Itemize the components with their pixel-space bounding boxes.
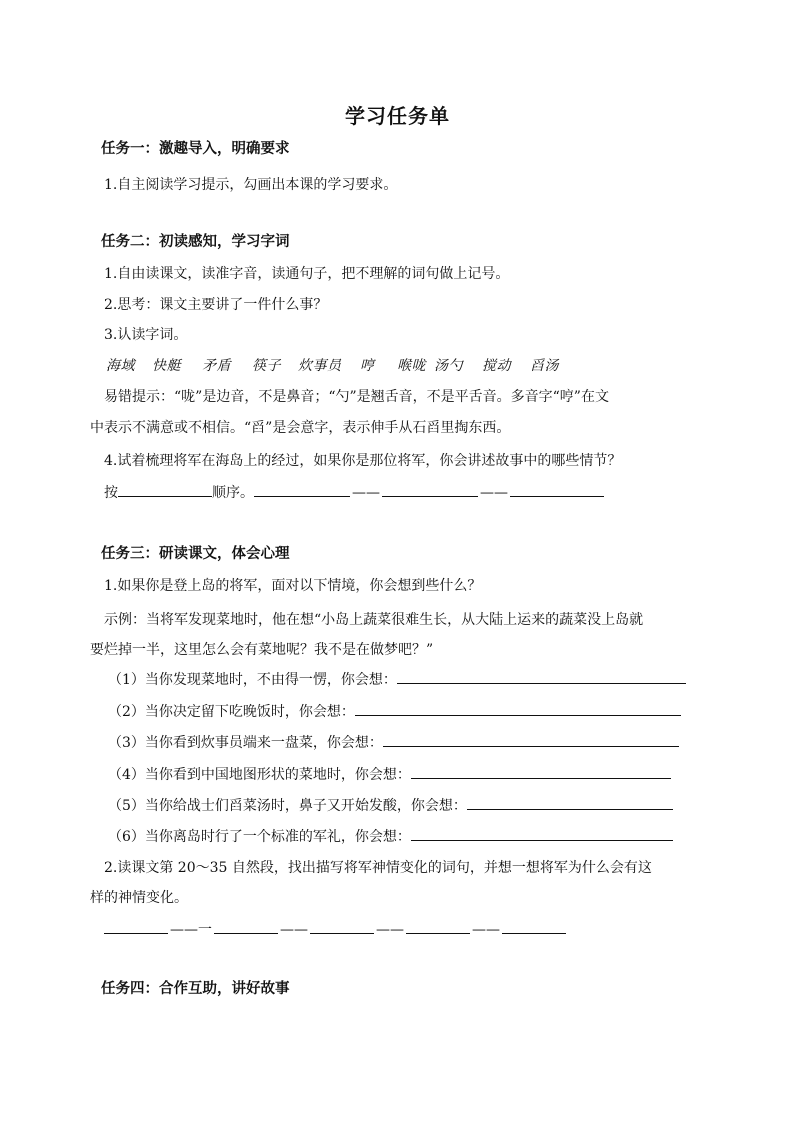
scenario-item xyxy=(108,732,679,753)
scenario-text: （1）当你发现菜地时，不由得一愣，你会想： xyxy=(108,672,397,688)
scenario-item xyxy=(108,795,673,816)
task1-q1: 1.自主阅读学习提示，勾画出本课的学习要求。 xyxy=(104,177,398,193)
expression-fill-line xyxy=(104,919,566,940)
expression-blank[interactable] xyxy=(310,919,374,934)
expression-blank[interactable] xyxy=(104,919,168,934)
example-line1: 示例：当将军发现菜地时，他在想“小岛上蔬菜很难生长，从大陆上运来的蔬菜没上岛就 xyxy=(104,612,644,628)
dash: ——一 xyxy=(170,922,212,938)
vocab-word: 矛盾 xyxy=(202,358,231,374)
dash: —— xyxy=(480,485,508,501)
page-title: 学习任务单 xyxy=(345,104,450,128)
task2-q3: 3.认读字词。 xyxy=(104,327,188,343)
scenario-text: （6）当你离岛时行了一个标准的军礼，你会想： xyxy=(108,829,411,845)
scenario-item xyxy=(108,826,673,847)
plot-blank[interactable] xyxy=(510,482,604,497)
scenario-text: （2）当你决定留下吃晚饭时，你会想： xyxy=(108,704,355,720)
scenario-item xyxy=(108,701,681,722)
answer-blank[interactable] xyxy=(397,669,686,684)
scenario-item xyxy=(108,764,671,785)
sequence-prefix: 按 xyxy=(104,485,118,501)
scenario-text: （5）当你给战士们舀菜汤时，鼻子又开始发酸，你会想： xyxy=(108,798,467,814)
task3-q2-line2: 样的神情变化。 xyxy=(90,890,188,906)
tips-line2: 中表示不满意或不相信。“舀”是会意字，表示伸手从石舀里掏东西。 xyxy=(90,420,511,436)
answer-blank[interactable] xyxy=(355,701,681,716)
answer-blank[interactable] xyxy=(383,732,679,747)
vocab-word: 筷子 xyxy=(252,358,281,374)
answer-blank[interactable] xyxy=(411,764,671,779)
scenario-text: （4）当你看到中国地图形状的菜地时，你会想： xyxy=(108,767,411,783)
task3-q2-line1: 2.读课文第 20～35 自然段，找出描写将军神情变化的词句，并想一想将军为什么会有这 xyxy=(104,860,652,876)
task1-heading: 任务一：激趣导入，明确要求 xyxy=(101,140,290,157)
sequence-fill-line xyxy=(104,482,604,503)
task3-heading: 任务三：研读课文，体会心理 xyxy=(101,545,290,562)
vocab-word: 炊事员 xyxy=(298,358,342,374)
task2-q2: 2.思考：课文主要讲了一件什么事？ xyxy=(104,297,328,313)
order-blank[interactable] xyxy=(118,482,212,497)
expression-blank[interactable] xyxy=(406,919,470,934)
plot-blank[interactable] xyxy=(382,482,478,497)
dash: —— xyxy=(352,485,380,501)
task3-q1: 1.如果你是登上岛的将军，面对以下情境，你会想到些什么？ xyxy=(104,578,482,594)
dash: —— xyxy=(472,922,500,938)
vocab-word: 搅动 xyxy=(482,358,511,374)
vocab-word: 喉咙 xyxy=(397,358,426,374)
scenario-text: （3）当你看到炊事员端来一盘菜，你会想： xyxy=(108,735,383,751)
expression-blank[interactable] xyxy=(214,919,278,934)
answer-blank[interactable] xyxy=(411,826,673,841)
scenario-item xyxy=(108,669,686,690)
vocab-word: 舀汤 xyxy=(530,358,559,374)
vocab-word: 汤勺 xyxy=(434,358,463,374)
sequence-mid: 顺序。 xyxy=(212,485,254,501)
dash: —— xyxy=(376,922,404,938)
task2-q4: 4.试着梳理将军在海岛上的经过，如果你是那位将军，你会讲述故事中的哪些情节？ xyxy=(104,453,622,469)
task2-q1: 1.自由读课文，读准字音，读通句子，把不理解的词句做上记号。 xyxy=(104,266,510,282)
tips-line1: 易错提示：“咙”是边音，不是鼻音；“勺”是翘舌音，不是平舌音。多音字“哼”在文 xyxy=(104,389,609,405)
answer-blank[interactable] xyxy=(467,795,673,810)
expression-blank[interactable] xyxy=(502,919,566,934)
vocab-word: 哼 xyxy=(360,358,375,374)
task2-heading: 任务二：初读感知，学习字词 xyxy=(101,233,290,250)
example-line2: 要烂掉一半，这里怎么会有菜地呢？我不是在做梦吧？” xyxy=(90,642,434,658)
dash: —— xyxy=(280,922,308,938)
vocab-word: 快艇 xyxy=(152,358,181,374)
task4-heading: 任务四：合作互助，讲好故事 xyxy=(101,980,290,997)
plot-blank[interactable] xyxy=(254,482,350,497)
vocab-word: 海域 xyxy=(106,358,135,374)
